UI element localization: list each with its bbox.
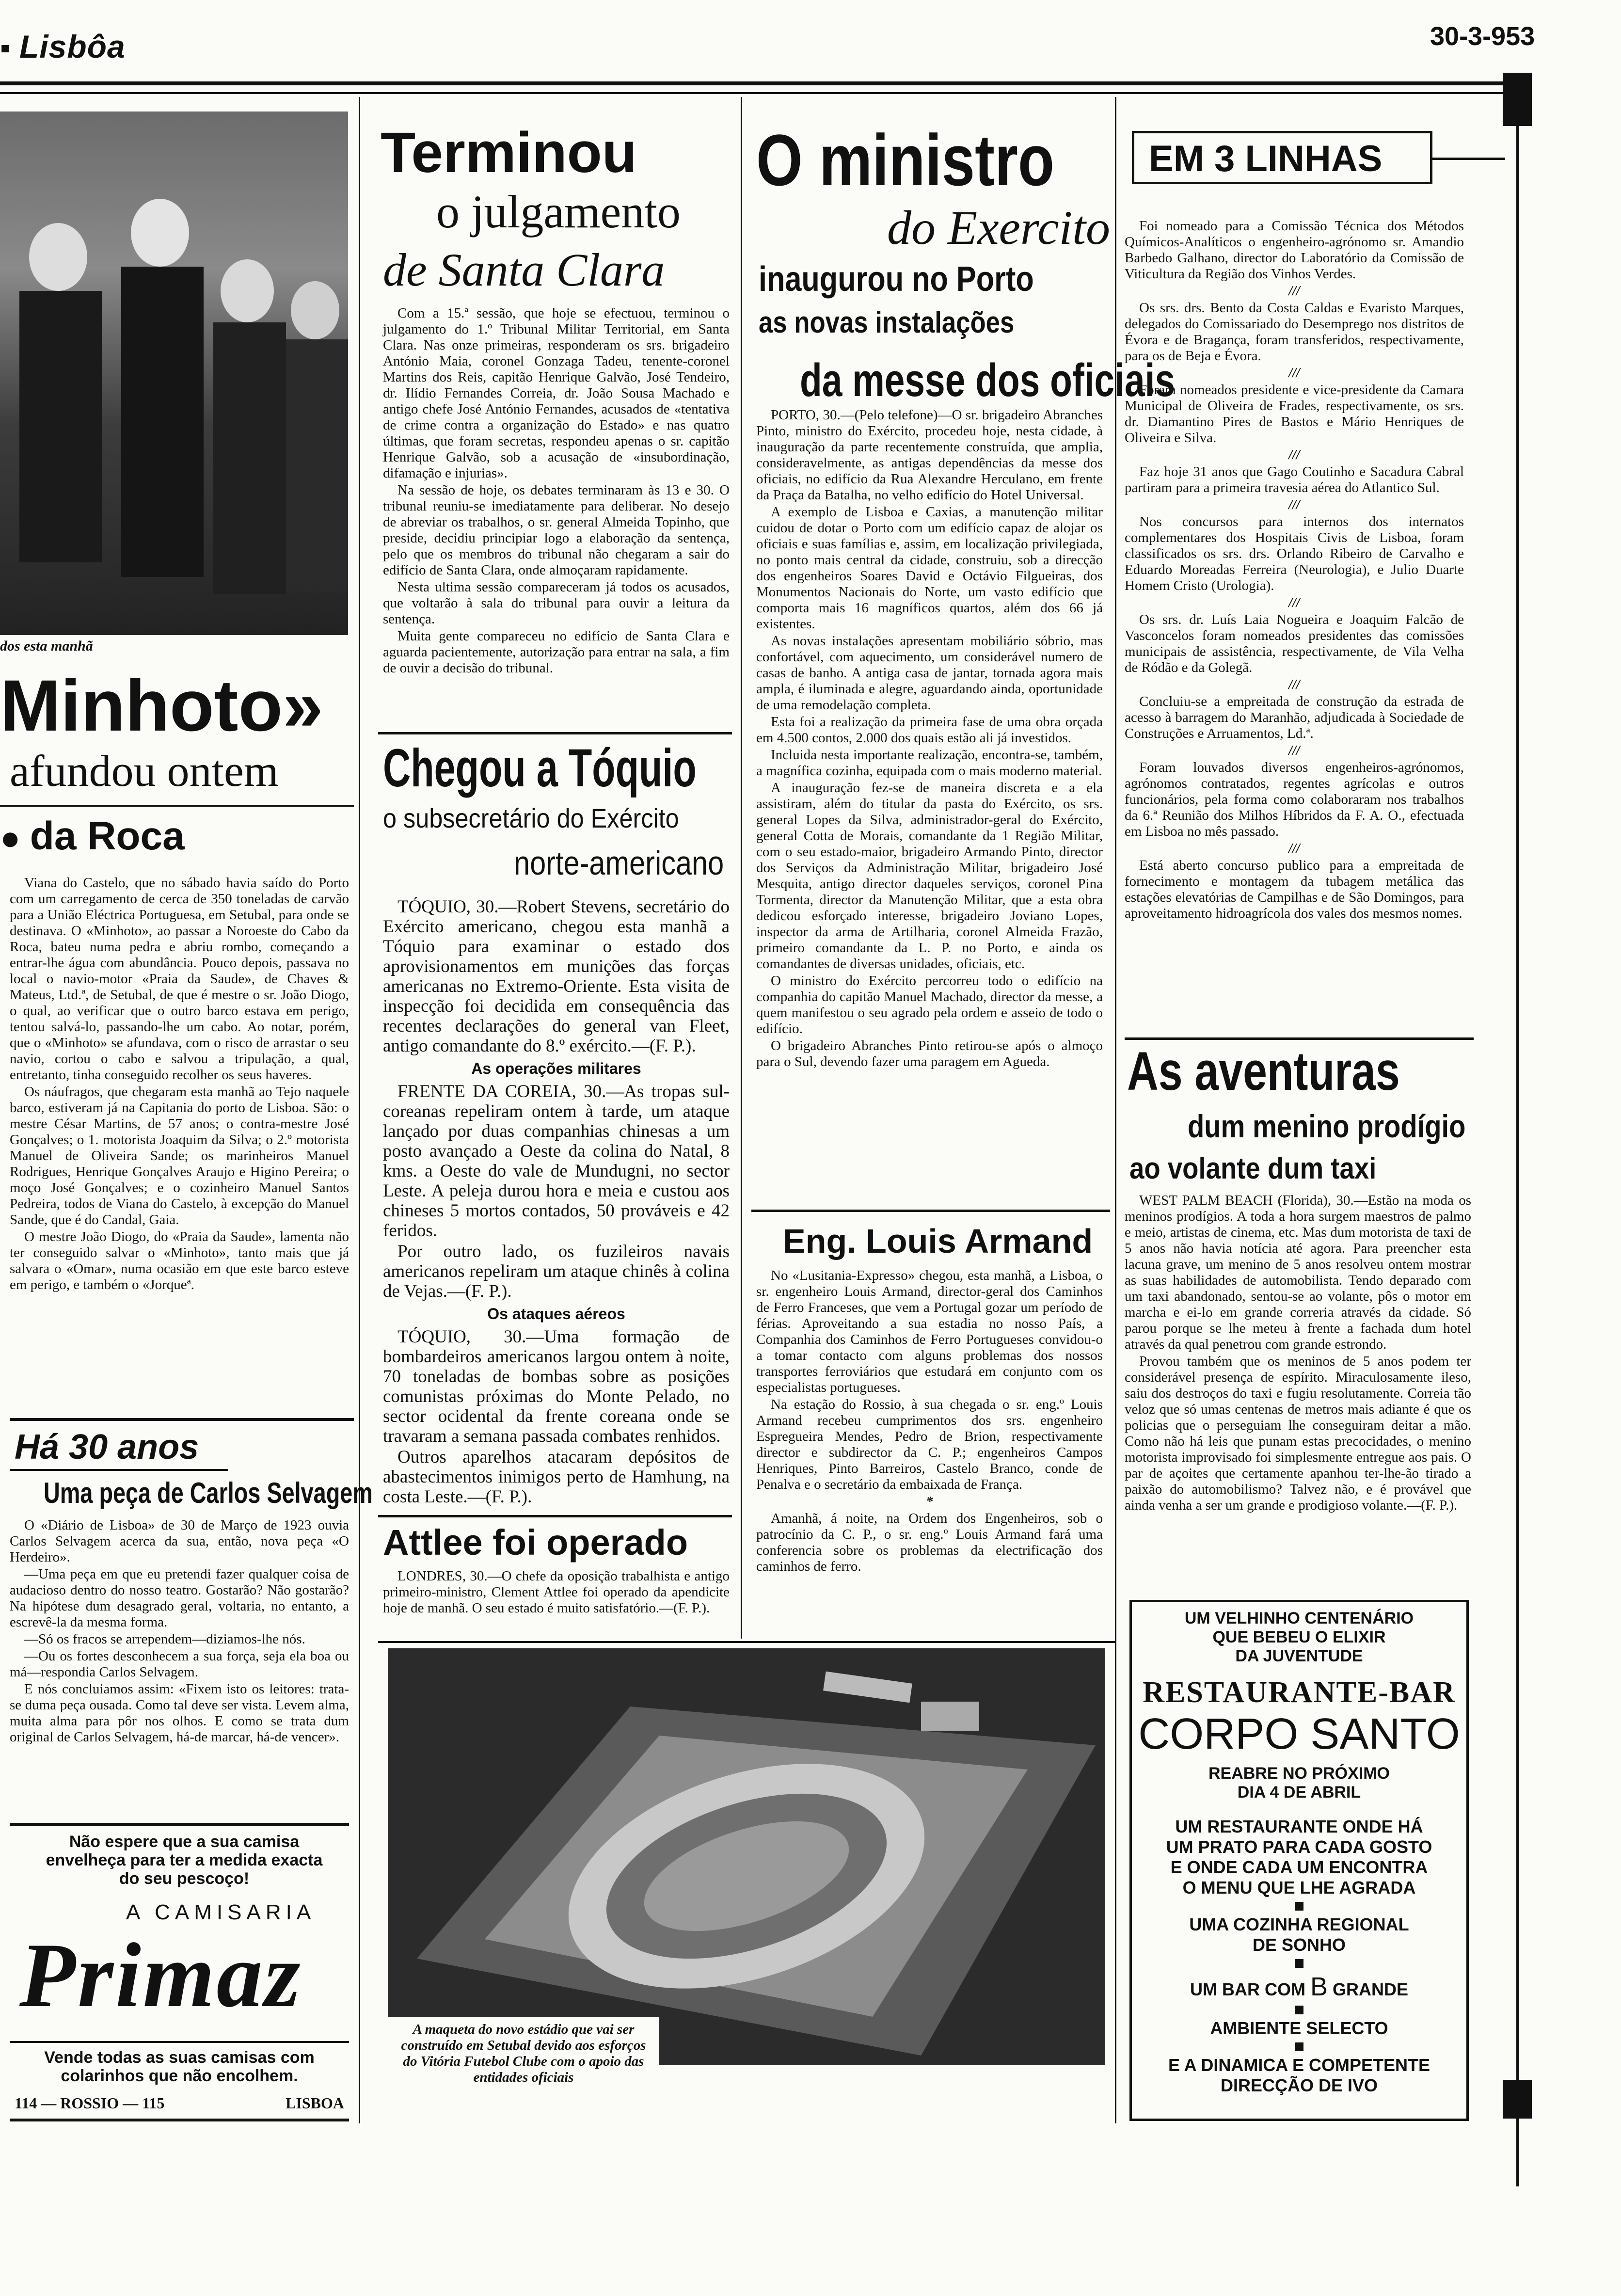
aventuras-headline-2-wrap bbox=[1188, 1108, 1515, 1145]
ministro-p6: A inauguração fez-se de maneira discreta e a ela assistiram, além do titular da pasta do Exército, os srs. general Lopes da Silva, administrador-geral do Exército, general Cotta de Morais, comandante da 1 Região Militar, com o seu estado-maior, brigadeiro Armando Pinto, director dos Serviços da Administração Militar, brigadeiro José Mesquita, antigo director daqueles serviços, coronel Pina Tormenta, director da Manutenção Militar, que a esta obra dedicou esforçado interesse, brigadeiro Joviano Lopes, inspector da arma de Artilharia, coronel Almeida Frazão, primeiro comandante da L. P. no Porto, e ainda os comandantes de diversas unidades, oficiais, etc. bbox=[756, 780, 1103, 972]
ad-line-13: DE SONHO bbox=[1252, 1935, 1346, 1955]
ministro-headline-2: do Exercito bbox=[887, 201, 1111, 255]
ad-line-10: E ONDE CADA UM ENCONTRA bbox=[1170, 1857, 1428, 1877]
ha30-p5: E nós concluiamos assim: «Fixem isto os leitores: trata-se duma peça ousada. Como tal deve ser vista. Levem alma, muita alma para pôr nos olhos. E como se trata dum original de Carlos Selvagem, há-de marcar, há-de vencer». bbox=[10, 1681, 349, 1745]
minhoto-body bbox=[10, 875, 349, 1294]
ad-line-14-c: GRANDE bbox=[1333, 1979, 1409, 1999]
ministro-p2: A exemplo de Lisboa e Caxias, a manutenção militar cuidou de dotar o Porto com um edifício capaz de alojar os oficiais e suas famílias e, assim, em localização privilegiada, no ponto mais central da cidade, construiu, sob a direcção dos engenheiros Soares David e Octávio Filgueiras, dos Monumentos Nacionais do Norte, um vasto edifício que comporta mais 16 magníficos quartos, além dos 66 já existentes. bbox=[756, 504, 1103, 632]
em3-sep: /// bbox=[1288, 447, 1300, 462]
santa-headline-3: de Santa Clara bbox=[383, 244, 665, 296]
primaz-address-city: LISBOA bbox=[286, 2094, 344, 2112]
em3-item-8: Foram louvados diversos engenheiros-agrónomos, agrónomos contratados, regentes agrícolas e outros funcionários, pela forma como colaboraram nos trabalhos da 6.ª Reunião dos Milhos Híbridos da F. A. O., efectuada em Lisboa no mês passado. bbox=[1125, 760, 1464, 839]
em3-list bbox=[1125, 218, 1464, 923]
stadium-caption: A maqueta do novo estádio que vai ser construído em Setubal devido aos esforços do Vitória Futebol Clube com o apoio das entidades oficiais bbox=[388, 2017, 659, 2090]
ministro-headline-5: da messe dos oficiais bbox=[800, 354, 1176, 406]
primaz-bottom-text: Vende todas as suas camisas com colarinhos que não encolhem. bbox=[44, 2048, 315, 2085]
primaz-a-camisaria: A CAMISARIA bbox=[126, 1900, 316, 1924]
photo-figures bbox=[0, 112, 348, 635]
armand-body bbox=[756, 1268, 1103, 1576]
toquio-p3: Por outro lado, os fuzileiros navais americanos repeliram um ataque chinês à colina de Vejas.—(F. P.). bbox=[383, 1242, 730, 1301]
santa-p2: Na sessão de hoje, os debates terminaram às 13 e 30. O tribunal reuniu-se imediatamente para deliberar. No desejo de abreviar os trabalhos, o sr. general Almeida Topinho, que preside, decidiu principiar logo a elaboração da sentença, pelo que os membros do tribunal não chegaram a sair do edifício de Santa Clara, onde almoçaram rapidamente. bbox=[383, 482, 730, 578]
attlee-body bbox=[383, 1568, 730, 1617]
santa-body bbox=[383, 305, 730, 677]
ad-line-dia: DIA 4 DE ABRIL bbox=[1237, 1783, 1361, 1802]
armand-p1: No «Lusitania-Expresso» chegou, esta manhã, a Lisboa, o sr. engenheiro Louis Armand, director-geral dos Caminhos de Ferro Franceses, que vem a Portugal gozar um período de férias. Aproveitando a sua estadia no nosso País, a Companhia dos Caminhos de Ferro Portugueses convidou-o a tomar contacto com alguns problemas dos nossos transportes ferroviários que estudará em conjunto com os especialistas portugueses. bbox=[756, 1268, 1103, 1395]
toquio-sub-operacoes: As operações militares bbox=[471, 1060, 641, 1077]
santa-headline-2: o julgamento bbox=[436, 186, 681, 238]
ad-line-15: AMBIENTE SELECTO bbox=[1210, 2018, 1388, 2038]
ad-line-corpo-santo: CORPO SANTO bbox=[1138, 1710, 1460, 1758]
ad-line-16: E A DINAMICA E COMPETENTE bbox=[1168, 2055, 1430, 2075]
toquio-p2: FRENTE DA COREIA, 30.—As tropas sul-coreanas repeliram ontem à tarde, um ataque lançado por duas companhias chinesas a um posto avançado a Oeste da colina do Natal, 8 kms. a Oeste do vale de Mundugni, no sector Leste. A peleja durou hora e meia e custou aos chineses 5 mortos contados, 50 prováveis e 42 feridos. bbox=[383, 1082, 730, 1241]
news-photo bbox=[0, 112, 348, 635]
ha30-p3: —Só os fracos se arrependem—diziamos-lhe nós. bbox=[24, 1631, 305, 1647]
masthead-date: 30-3-953 bbox=[1430, 22, 1535, 51]
ad-line-14-a: UM BAR COM bbox=[1190, 1979, 1305, 1999]
toquio-p5: Outros aparelhos atacaram depósitos de abastecimentos inimigos perto de Hamhung, na costa Leste.—(F. P.). bbox=[383, 1447, 730, 1507]
ministro-headline-1 bbox=[756, 119, 1120, 201]
ad-line-reabre: REABRE NO PRÓXIMO bbox=[1208, 1764, 1390, 1783]
em3-rule bbox=[1432, 158, 1505, 160]
em3-sep: /// bbox=[1288, 595, 1300, 610]
ha30-p1: O «Diário de Lisboa» de 30 de Março de 1923 ouvia Carlos Selvagem acerca da sua, então, nova peça «O Herdeiro». bbox=[10, 1517, 349, 1565]
toquio-headline-3: norte-americano bbox=[514, 844, 724, 882]
toquio-headline-1: Chegou a Tóquio bbox=[383, 738, 697, 798]
stadium-photo bbox=[388, 1648, 1105, 2085]
em3-item-6: Os srs. dr. Luís Laia Nogueira e Joaquim Falcão de Vasconcelos foram nomeados presidentes das comissões municipais de assistência, respectivamente, de Vila Velha de Ródão e da Golegã. bbox=[1125, 612, 1464, 675]
stadium-rule bbox=[378, 1641, 1115, 1643]
em3-item-9: Está aberto concurso publico para a empreitada de fornecimento e montagem da tubagem metálica das estações elevatórias de Campilhas e de São Domingos, para aproveitamento hidroagrícola dos vales dos mesmos nomes. bbox=[1125, 858, 1464, 921]
minhoto-p3: O mestre João Diogo, do «Praia da Saude», lamenta não ter conseguido salvar o «Minhoto», tanto mais que já salvara o «Omar», numa ocasião em que este barco esteve em perigo, e também o «Jorqueª. bbox=[10, 1229, 349, 1292]
toquio-rule bbox=[378, 732, 732, 734]
armand-p3: Amanhã, á noite, na Ordem dos Engenheiros, sob o patrocínio da C. P., o sr. eng.º Louis Armand fará uma conferencia sobre os problemas da electrificação dos caminhos de ferro. bbox=[756, 1511, 1103, 1574]
ad-line-3: DA JUVENTUDE bbox=[1235, 1647, 1363, 1665]
em3-sep: /// bbox=[1288, 284, 1300, 299]
aventuras-rule bbox=[1125, 1037, 1474, 1040]
aventuras-headline-2: dum menino prodígio bbox=[1188, 1108, 1466, 1144]
em3-item-2: Os srs. drs. Bento da Costa Caldas e Evaristo Marques, delegados do Comissariado do Desemprego nos distritos de Évora e de Bragança, foram transferidos, respectivamente, para os de Beja e Évora. bbox=[1125, 300, 1464, 364]
ministro-p7: O ministro do Exército percorreu todo o edifício na companhia do capitão Manuel Machado, director da messe, a quem manifestou o seu agrado pela ordem e asseio de todo o edifício. bbox=[756, 973, 1103, 1036]
ad-line-8: UM RESTAURANTE ONDE HÁ bbox=[1175, 1817, 1423, 1836]
ministro-headline-4: as novas instalações bbox=[759, 306, 1015, 339]
armand-star: * bbox=[926, 1494, 933, 1509]
toquio-sub-ataques: Os ataques aéreos bbox=[487, 1305, 625, 1323]
santa-p3: Nesta ultima sessão compareceram já todos os acusados, que voltarão à sala do tribunal para ouvir a leitura da sentença. bbox=[383, 579, 730, 627]
em3-title: EM 3 LINHAS bbox=[1149, 138, 1383, 179]
ad-bullet bbox=[1295, 2042, 1303, 2051]
ministro-p5: Incluida nesta importante realização, encontra-se, também, a magnífica cozinha, equipada com o mais moderno material. bbox=[756, 747, 1103, 779]
attlee-p: LONDRES, 30.—O chefe da oposição trabalhista e antigo primeiro-ministro, Clement Attlee foi operado da apendicite hoje de manhã. O seu estado é muito satisfatório.—(F. P.). bbox=[383, 1568, 730, 1616]
primaz-address-street: 114 — ROSSIO — 115 bbox=[15, 2094, 165, 2112]
ministro-p1: PORTO, 30.—(Pelo telefone)—O sr. brigadeiro Abranches Pinto, ministro do Exército, procedeu hoje, nesta cidade, à inauguração da parte recentemente construída, que amplia, consideravelmente, as antigas dependências da messe dos oficiais, no edifício da Rua Alexandre Herculano, em frente da Praça da Batalha, no velho edifício do Hotel Universal. bbox=[756, 407, 1103, 503]
ha30-p2: —Uma peça em que eu pretendi fazer qualquer coisa de audacioso dentro do nosso teatro. Gostarão? Não gostarão? Na hipótese dum desagrado geral, voltaria, no entanto, a escrevê-la da mesma forma. bbox=[10, 1566, 349, 1630]
ha30-rule-2 bbox=[10, 1469, 228, 1471]
em3-item-4: Faz hoje 31 anos que Gago Coutinho e Sacadura Cabral partiram para a primeira travesia aérea do Atlantico Sul. bbox=[1125, 464, 1464, 495]
ad-line-17: DIRECÇÃO DE IVO bbox=[1220, 2075, 1378, 2095]
ministro-p4: Esta foi a realização da primeira fase de uma obra orçada em 4.500 contos, 2.000 dos quais estão ali já investidos. bbox=[756, 714, 1103, 746]
em3-sep: /// bbox=[1288, 677, 1300, 692]
ad-bullet bbox=[1295, 2006, 1303, 2014]
minhoto-rule bbox=[0, 805, 354, 807]
em3-sep: /// bbox=[1288, 366, 1300, 381]
em3-box bbox=[1132, 131, 1432, 184]
toquio-headline-2-wrap bbox=[383, 802, 712, 834]
ad-line-1: UM VELHINHO CENTENÁRIO bbox=[1184, 1609, 1414, 1627]
minhoto-headline-1: Minhoto» bbox=[0, 665, 323, 746]
em3-sep: /// bbox=[1288, 743, 1300, 758]
toquio-headline-1-wrap bbox=[383, 739, 818, 797]
primaz-rule-bottom bbox=[10, 2119, 349, 2121]
toquio-headline-2: o subsecretário do Exército bbox=[383, 803, 679, 833]
santa-headline-1: Terminou bbox=[381, 121, 637, 185]
ministro-headline-3: inaugurou no Porto bbox=[759, 260, 1034, 299]
ministro-headline-4-wrap bbox=[759, 305, 1059, 340]
primaz-rule-top bbox=[10, 1823, 349, 1826]
santa-p1: Com a 15.ª sessão, que hoje se efectuou, terminou o julgamento do 1.º Tribunal Militar Territorial, em Santa Clara. Nas onze primeiras, responderam os srs. brigadeiro António Maia, coronel Gonzaga Tadeu, tenente-coronel Martins dos Reis, capitão Henrique Galvão, José Tendeiro, dr. Ilídio Fernandes Correia, dr. João Sousa Machado e antigo chefe José António Fernandes, acusados de «tentativa de crime contra a organização do Estado» e nas quatro últimas, que foram secretas, respondeu apenas o sr. capitão Henrique Galvão, sob a acusação de «insubordinação, difamação e injurias». bbox=[383, 305, 730, 481]
stadium-model-drawing bbox=[388, 1648, 1105, 2065]
ha30-subtitle: Uma peça de Carlos Selvagem bbox=[44, 1477, 373, 1509]
ad-line-9: UM PRATO PARA CADA GOSTO bbox=[1166, 1837, 1432, 1857]
photo-caption: dos esta manhã bbox=[0, 638, 93, 654]
ministro-headline-3-wrap bbox=[759, 259, 1082, 299]
ha30-p4: —Ou os fortes desconhecem a sua força, seja ela boa ou má—respondia Carlos Selvagem. bbox=[10, 1648, 349, 1680]
primaz-logo: Primaz bbox=[19, 1925, 302, 2026]
aventuras-headline-1-wrap bbox=[1127, 1042, 1468, 1100]
aventuras-headline-3: ao volante dum taxi bbox=[1129, 1152, 1377, 1185]
em3-item-7: Concluiu-se a empreitada de construção da estrada de acesso à barragem do Maranhão, adjudicada à Sociedade de Construções e Arruamentos, Ld.ª. bbox=[1125, 694, 1464, 741]
attlee-headline: Attlee foi operado bbox=[383, 1522, 688, 1563]
ad-bullet bbox=[1295, 1959, 1303, 1968]
ad-line-2: QUE BEBEU O ELIXIR bbox=[1212, 1628, 1386, 1646]
aventuras-p1: WEST PALM BEACH (Florida), 30.—Estão na moda os meninos prodígios. A toda a hora surgem maestros de palmo e meio, artistas de cinema, etc. Mas dum motorista de taxi de 5 anos não havia notícia até agora. Para preencher esta lacuna grave, um menino de 5 anos resolveu ontem mostrar as suas habilidades de automobilista. Tendo deparado com um taxi abandonado, sentou-se ao volante, pôs o motor em marcha e ei-lo em grande correria através da cidade. Só parou porque se lhe meteu à frente a fachada dum hotel através da qual penetrou com grande estrondo. bbox=[1125, 1193, 1471, 1352]
ministro-p8: O brigadeiro Abranches Pinto retirou-se após o almoço para o Sul, devendo fazer uma paragem em Agueda. bbox=[756, 1038, 1103, 1069]
ad-bullet bbox=[1295, 1902, 1303, 1911]
armand-p2: Na estação do Rossio, à sua chegada o sr. eng.º Louis Armand recebeu cumprimentos dos srs. engenheiro Espregueira Mendes, Pedro de Brion, respectivamente director e subdirector da C. P.; engenheiros Campos Henriques, Pinto Barreiros, Castelo Branco, conde de Penalva e o secretário da embaixada de França. bbox=[756, 1397, 1103, 1492]
masthead-title: ▪ Lisbôa bbox=[0, 29, 126, 64]
ad-line-11: O MENU QUE LHE AGRADA bbox=[1182, 1878, 1416, 1897]
em3-sep: /// bbox=[1288, 841, 1300, 856]
ad-line-14 bbox=[1132, 1972, 1466, 2002]
ad-line-14-b: B bbox=[1310, 1972, 1328, 2001]
toquio-body bbox=[383, 897, 730, 1508]
aventuras-body bbox=[1125, 1193, 1471, 1515]
primaz-address bbox=[15, 2094, 349, 2112]
page-edge-line bbox=[1516, 121, 1519, 2186]
toquio-p1: TÓQUIO, 30.—Robert Stevens, secretário do Exército americano, chegou esta manhã a Tóquio para examinar o estado dos aprovisionamentos em munições das forças americanas no Extremo-Oriente. Esta visita de inspecção foi decidida em consequência das recentes declarações do general van Fleet, antigo comandante do 8.º exército.—(F. P.). bbox=[383, 897, 730, 1056]
column-rule-1 bbox=[359, 97, 360, 2123]
ad-line-restaurante: RESTAURANTE-BAR bbox=[1143, 1676, 1456, 1709]
ha30-rule bbox=[10, 1418, 354, 1421]
primaz-ad bbox=[10, 1823, 349, 2133]
primaz-rule-mid bbox=[10, 2041, 349, 2043]
ad-line-12: UMA COZINHA REGIONAL bbox=[1189, 1914, 1409, 1934]
corpo-santo-ad bbox=[1129, 1600, 1469, 2121]
page-edge-bar-bottom bbox=[1503, 2080, 1532, 2119]
minhoto-p1: Viana do Castelo, que no sábado havia saído do Porto com um carregamento de cerca de 350 toneladas de carvão para a União Eléctrica Portuguesa, em Setubal, para onde se destinava. O «Minhoto», ao passar a Noroeste do Cabo da Roca, bateu numa pedra e abriu rombo, começando a entrar-lhe água com abundância. Pouco depois, passava no local o navio-motor «Praia da Saude», de Chaves & Mateus, Ltd.ª, de Setubal, de que é mestre o sr. João Diogo, o qual, ao verificar que o outro barco estava em perigo, tentou salvá-lo, passando-lhe um cabo. Ao notar, porém, que o «Minhoto» se afundava, com o risco de arrastar o seu navio, cortou o cabo e salvou a tripulação, a qual, entretanto, tinha conseguido recolher os seus haveres. bbox=[10, 875, 349, 1083]
aventuras-headline-1: As aventuras bbox=[1127, 1041, 1400, 1101]
ministro-headline-1-text: O ministro bbox=[756, 119, 1055, 201]
toquio-p4: TÓQUIO, 30.—Uma formação de bombardeiros americanos largou ontem à noite, 70 toneladas de bombas sobre as posições comunistas próximas do Monte Pelado, no sector ocidental da frente coreana onde se travaram a semana passada combates renhidos. bbox=[383, 1327, 730, 1446]
ministro-body bbox=[756, 407, 1103, 1071]
em3-item-5: Nos concursos para internos dos internatos complementares dos Hospitais Civis de Lisboa, foram classificados os srs. drs. Orlando Ribeiro de Carvalho e Eduardo Moreadas Ferreira (Neurologia), e Julio Duarte Homem Cristo (Urologia). bbox=[1125, 514, 1464, 593]
armand-headline: Eng. Louis Armand bbox=[783, 1222, 1093, 1260]
em3-item-3: Foram nomeados presidente e vice-presidente da Camara Municipal de Oliveira de Frades, respectivamente, os srs. dr. Diamantino Pires de Bastos e Mário Henriques de Oliveira e Silva. bbox=[1125, 382, 1464, 446]
aventuras-p2: Provou também que os meninos de 5 anos podem ter considerável presença de espírito. Miraculosamente ileso, saiu dos destroços do taxi e fugiu resolutamente. Correia tão veloz que só umas centenas de metros mais adiante é que os policias que o perseguiam lhe conseguiram deitar a mão. Como não há leis que punam estas precocidades, o menino motorista improvisado foi simplesmente entregue aos pais. O par de açoites que certamente apanhou ter-lhe-ão tirado a paixão do automobilismo? Talvez não, e é provável que ainda venha a ser um grande e prodigioso volante.—(F. P.). bbox=[1125, 1354, 1471, 1513]
toquio-headline-3-wrap bbox=[514, 844, 761, 882]
santa-p4: Muita gente compareceu no edifício de Santa Clara e aguarda pacientemente, autorização para entrar na sala, a fim de ouvir a decisão do tribunal. bbox=[383, 628, 730, 676]
ministro-p3: As novas instalações apresentam mobiliário sóbrio, mas confortável, com aquecimento, um considerável numero de casas de banho. A antiga casa de jantar, tornada agora mais ampla, é iluminada e alegre, aguardando ainda, oportunidade de uma remodelação completa. bbox=[756, 633, 1103, 713]
armand-rule bbox=[751, 1210, 1110, 1212]
minhoto-headline-3: ● da Roca bbox=[0, 814, 185, 858]
attlee-rule bbox=[378, 1515, 732, 1517]
minhoto-headline-2: afundou ontem bbox=[10, 746, 279, 796]
aventuras-headline-3-wrap bbox=[1129, 1151, 1410, 1186]
page-edge-bar bbox=[1503, 73, 1532, 126]
minhoto-p2: Os náufragos, que chegaram esta manhã ao Tejo naquele barco, estiveram já na Capitania do porto de Lisboa. São: o mestre César Martins, de 57 anos; o contra-mestre José Gonçalves; o 1. motorista Joaquim da Silva; o 2.º motorista Manuel de Oliveira Sande; os marinheiros Manuel Rodrigues, Henrique Gonçalves Araujo e Higino Pereira; o moço José Gonçalves; e o cozinheiro Manuel Santos Pedreira, todos de Viana do Castelo, à excepção do Manuel Sande, que é do Candal, Gaia. bbox=[10, 1084, 349, 1228]
primaz-top-text: Não espere que a sua camisa envelheça para ter a medida exacta do seu pescoço! bbox=[46, 1833, 323, 1888]
em3-sep: /// bbox=[1288, 497, 1300, 512]
masthead-rule-thin bbox=[0, 92, 1508, 94]
ha30-body bbox=[10, 1517, 349, 1746]
masthead-rule-top bbox=[0, 81, 1508, 85]
ha30-title: Há 30 anos bbox=[15, 1428, 199, 1467]
em3-item-1: Foi nomeado para a Comissão Técnica dos Métodos Químicos-Analíticos o engenheiro-agrónomo sr. Amandio Barbedo Galhano, director do Laboratório da Comissão de Viticultura da Região dos Vinhos Verdes. bbox=[1125, 218, 1464, 282]
